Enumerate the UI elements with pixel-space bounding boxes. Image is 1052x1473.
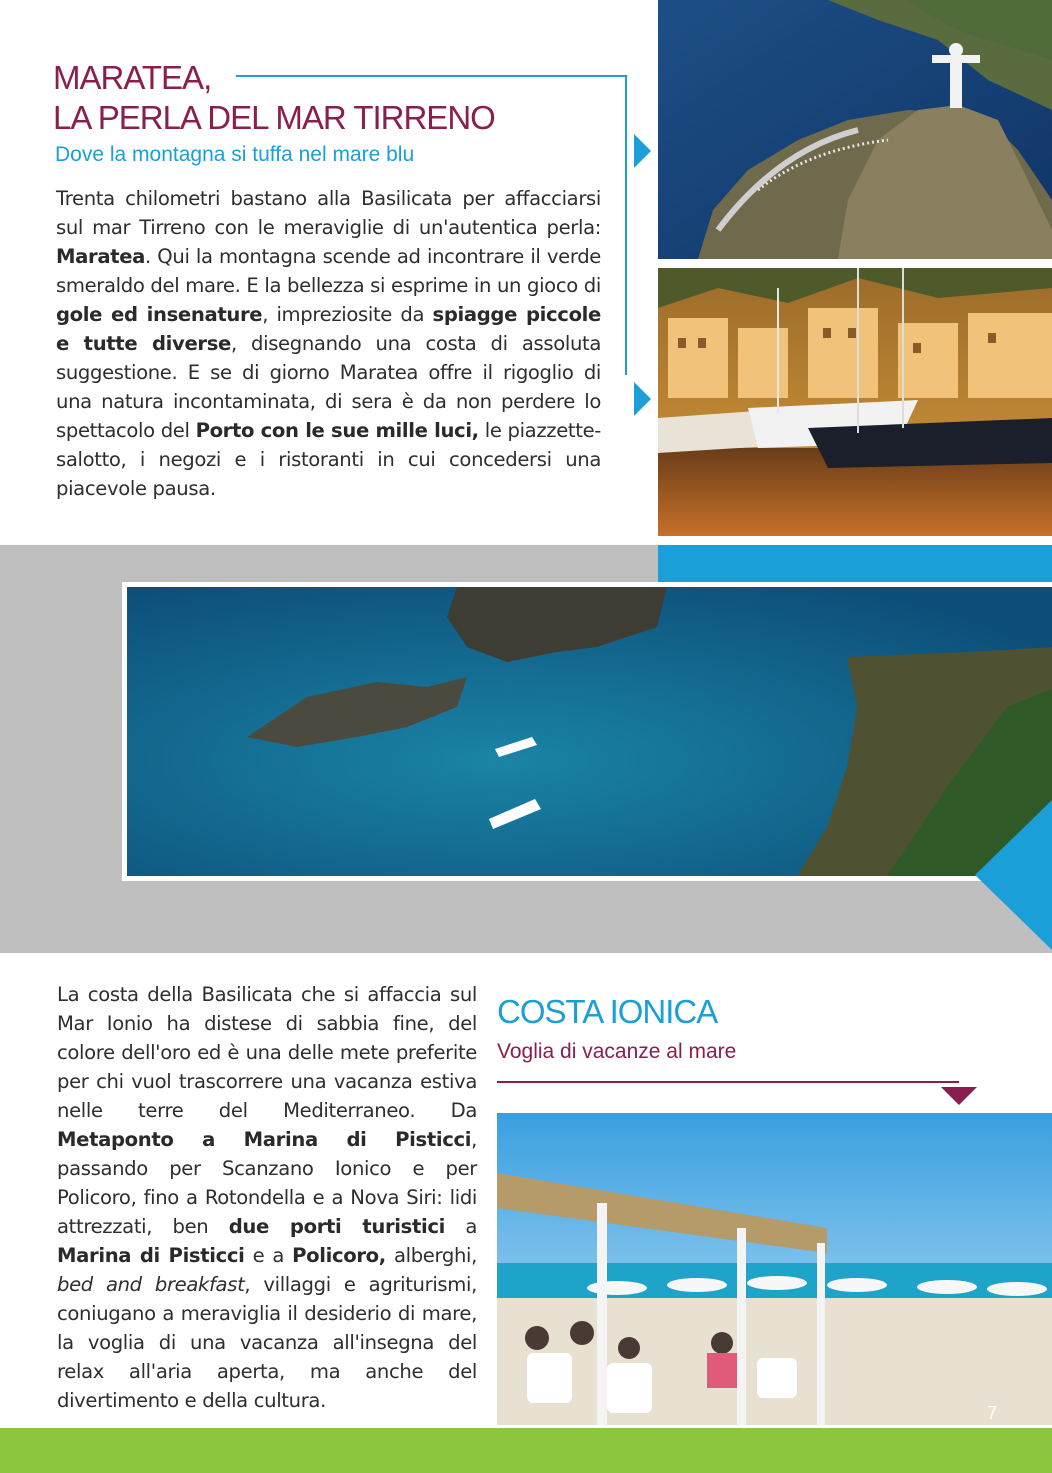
text-run: Metaponto a Marina di Pisticci (57, 1128, 472, 1151)
maratea-subtitle: Dove la montagna si tuffa nel mare blu (55, 143, 415, 166)
text-run: , villaggi e agriturismi, coniugano a meraviglia il desiderio di mare, la voglia di una vacanza all'insegna del relax all'aria aperta, ma anche del divertimento e della cultura. (57, 1273, 477, 1412)
photo-beach-lido (497, 1113, 1052, 1425)
maratea-title (53, 58, 495, 138)
text-run: , impreziosite da (262, 303, 433, 326)
text-run: Porto con le sue mille luci, (195, 419, 479, 442)
title-rule-horizontal (236, 75, 626, 77)
arrow-right-icon (634, 382, 651, 416)
text-run: . Qui la montagna scende ad incontrare il verde smeraldo del mare. E la bellezza si esprime in un gioco di (56, 245, 601, 297)
text-run: alberghi, (385, 1244, 478, 1267)
text-run: due porti turistici (228, 1215, 445, 1238)
maratea-title-line-1: MARATEA, (53, 59, 212, 96)
arrow-down-icon (941, 1087, 977, 1105)
text-run: Maratea (56, 245, 146, 268)
costa-ionica-paragraph (57, 980, 477, 1415)
text-run: gole ed insenature (56, 303, 263, 326)
text-run: spiagge piccole e tutte diverse (56, 303, 601, 355)
corner-triangle-icon (975, 800, 1052, 950)
text-run: , disegnando una costa di assoluta suggestione. E se di giorno Maratea offre il rigoglio di una natura incontaminata, di sera è da non perdere lo spettacolo del (56, 332, 602, 442)
footer-bar (0, 1428, 1052, 1473)
text-run: Trenta chilometri bastano alla Basilicata per affacciarsi sul mar Tirreno con le meraviglie di un'autentica perla: (56, 187, 601, 239)
text-run: le piazzette-salotto, i negozi e i ristoranti in cui concedersi una piacevole pausa. (56, 419, 601, 500)
photo-maratea-port (658, 268, 1052, 536)
text-run: bed and breakfast (57, 1273, 245, 1296)
title-rule-vertical (625, 75, 627, 375)
page-number: 7 (987, 1403, 998, 1423)
text-run: a (444, 1215, 478, 1238)
arrow-right-icon (634, 134, 651, 168)
text-run: Policoro, (292, 1244, 386, 1267)
text-run: La costa della Basilicata che si affaccia sul Mar Ionio ha distese di sabbia fine, del colore dell'oro ed è una delle mete preferite per chi vuol trascorrere una vacanza estiva nelle terre del Mediterraneo. Da (57, 983, 477, 1122)
text-run: Marina di Pisticci (57, 1244, 245, 1267)
text-run: e a (244, 1244, 293, 1267)
costa-ionica-title: COSTA IONICA (497, 993, 718, 1030)
costa-ionica-subtitle: Voglia di vacanze al mare (497, 1040, 737, 1063)
photo-maratea-aerial (658, 0, 1052, 259)
photo-sea-cove (122, 582, 1052, 881)
maratea-paragraph (56, 184, 601, 503)
costa-ionica-rule (497, 1081, 959, 1083)
text-run: , passando per Scanzano Ionico e per Policoro, fino a Rotondella e a Nova Siri: lidi attrezzati, ben (57, 1128, 477, 1238)
maratea-title-line-2: LA PERLA DEL MAR TIRRENO (53, 99, 495, 136)
